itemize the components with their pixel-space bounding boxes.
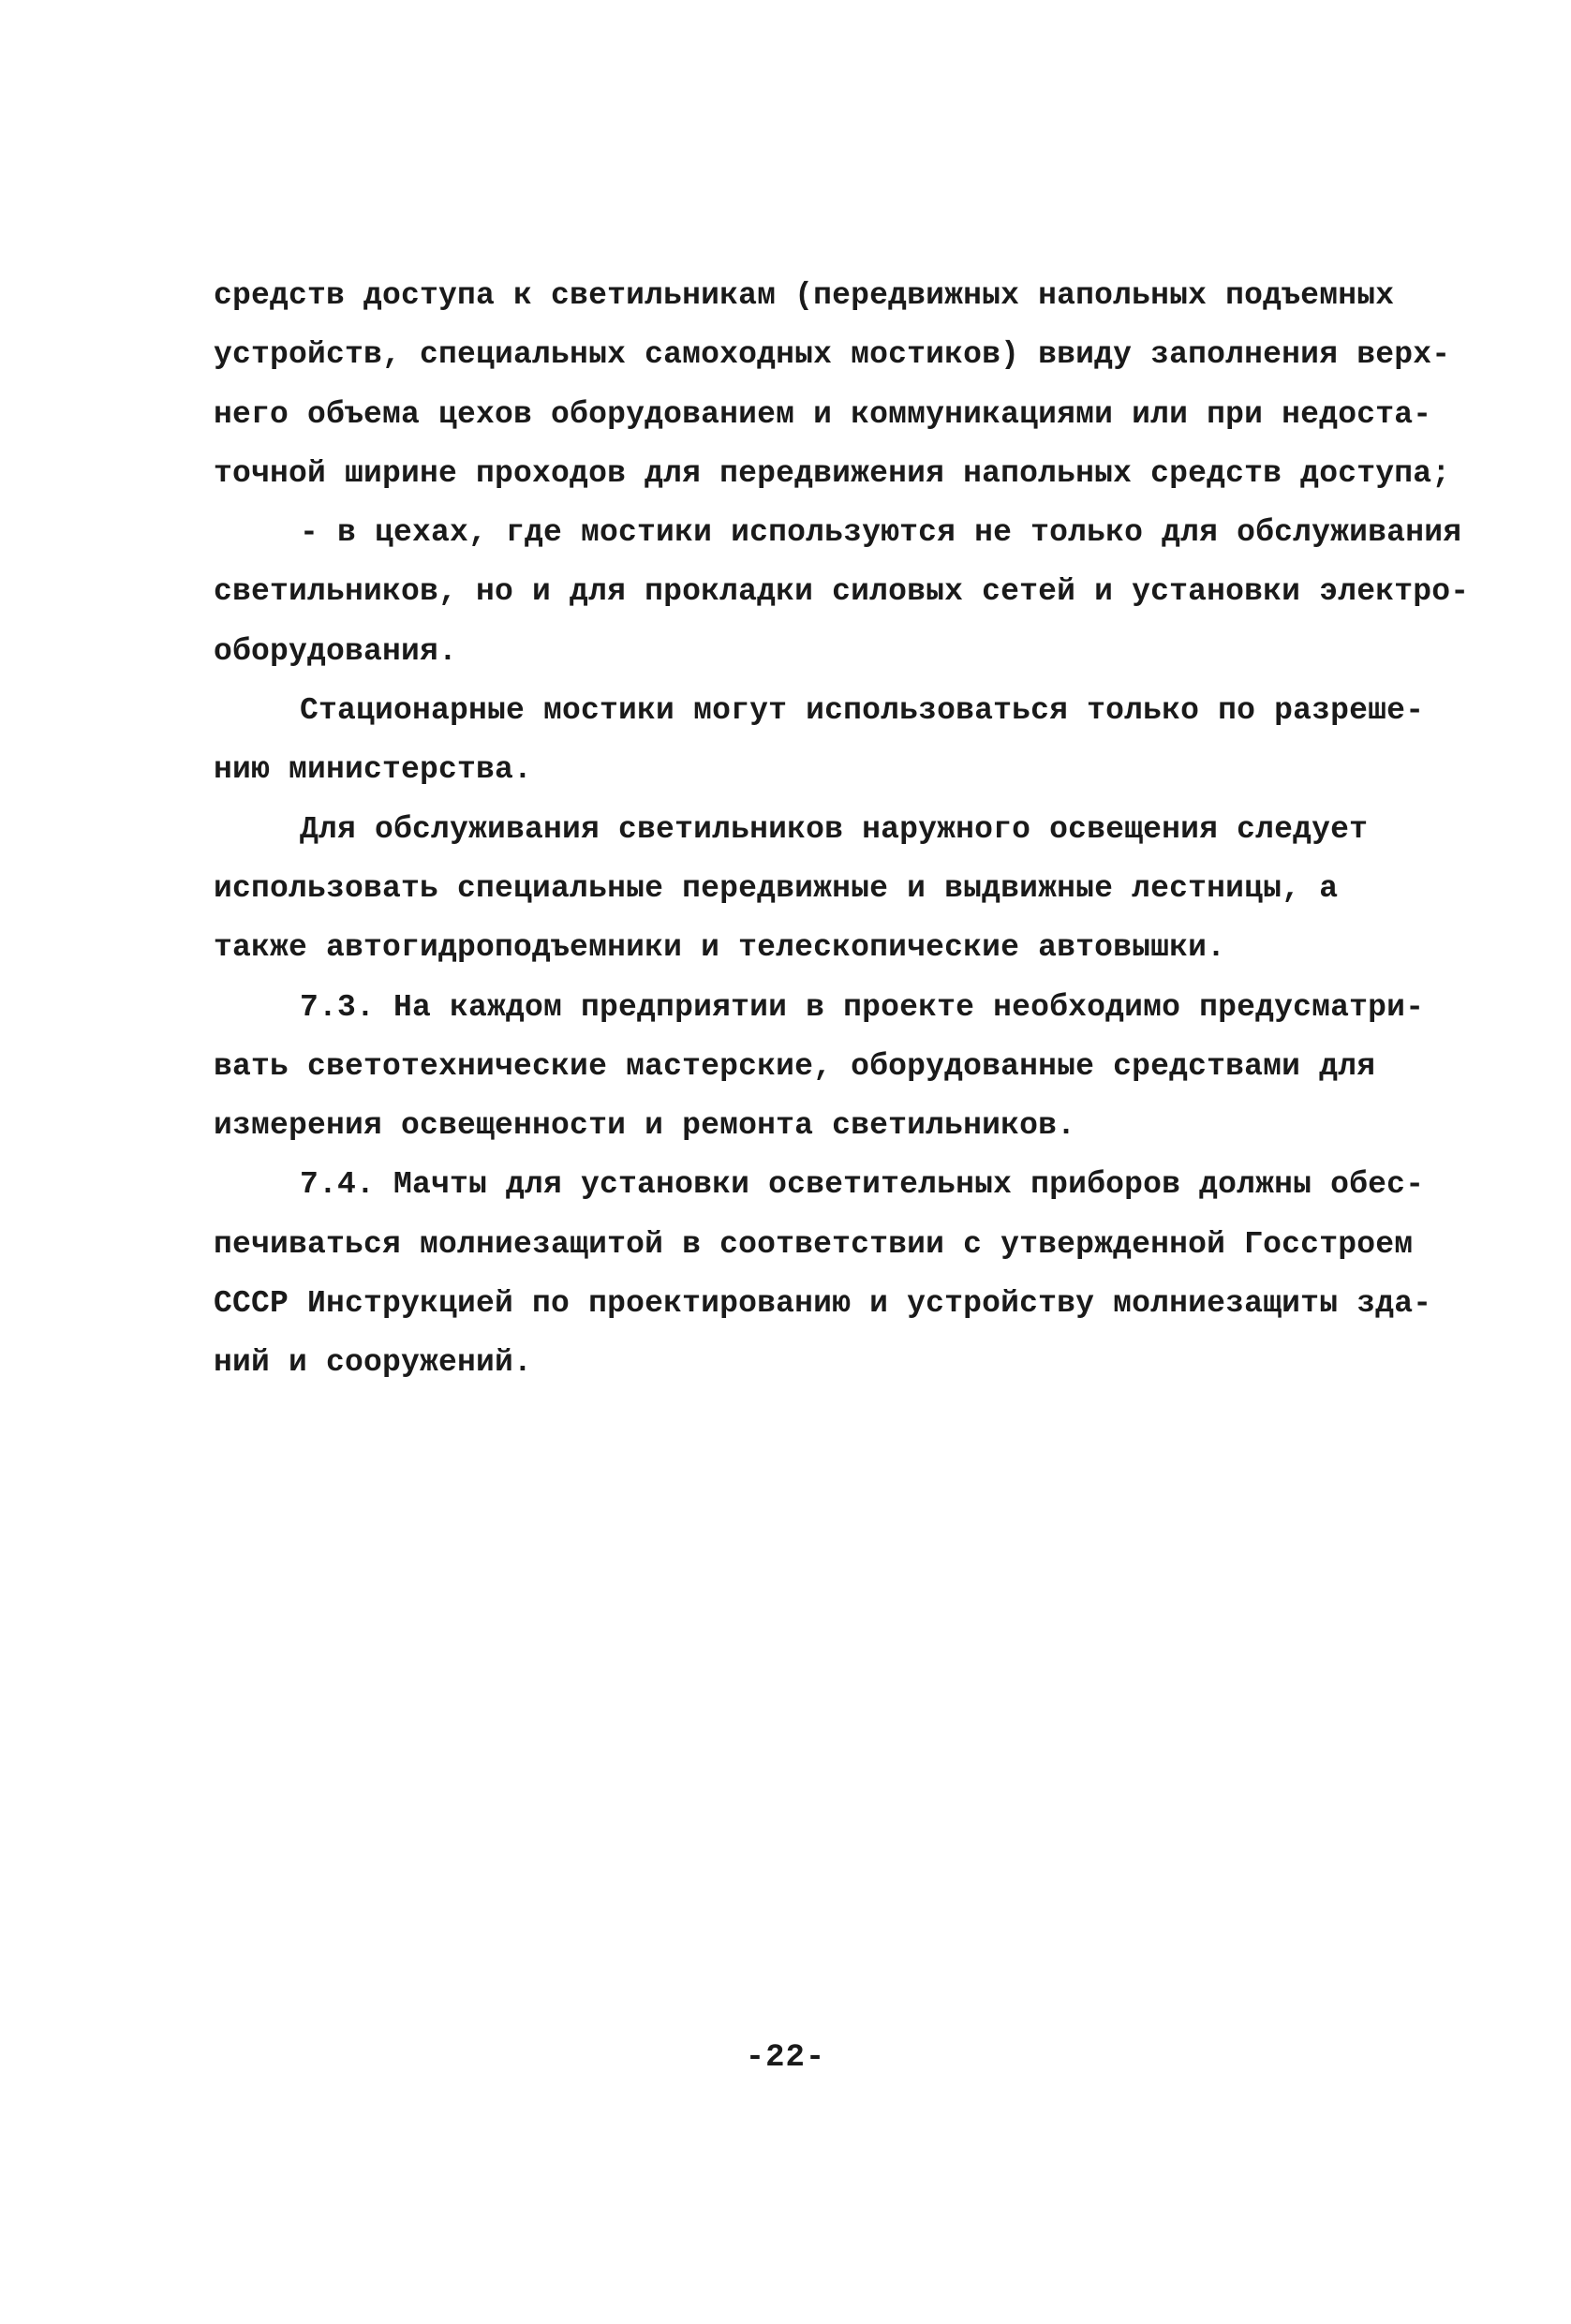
- text-line: Стационарные мостики могут использоваться только по разреше-: [300, 693, 1425, 729]
- text-line: печиваться молниезащитой в соответствии с утвержденной Госстроем: [214, 1226, 1414, 1262]
- text-line: точной ширине проходов для передвижения напольных средств доступа;: [214, 455, 1451, 491]
- text-line: 7.4. Мачты для установки осветительных приборов должны обес-: [300, 1167, 1425, 1203]
- text-line: ний и сооружений.: [214, 1345, 533, 1381]
- text-line: также автогидроподъемники и телескопические автовышки.: [214, 930, 1226, 966]
- text-line: измерения освещенности и ремонта светильников.: [214, 1108, 1076, 1144]
- text-line: нию министерства.: [214, 752, 533, 788]
- text-line: светильников, но и для прокладки силовых сетей и установки электро-: [214, 574, 1470, 610]
- text-line: него объема цехов оборудованием и коммуникациями или при недоста-: [214, 396, 1432, 432]
- text-line: Для обслуживания светильников наружного освещения следует: [300, 811, 1369, 847]
- text-line: СССР Инструкцией по проектированию и устройству молниезащиты зда-: [214, 1286, 1432, 1322]
- text-line: оборудования.: [214, 633, 458, 669]
- text-line: вать светотехнические мастерские, оборудованные средствами для: [214, 1048, 1376, 1084]
- text-line: использовать специальные передвижные и выдвижные лестницы, а: [214, 870, 1339, 906]
- text-line: средств доступа к светильникам (передвижных напольных подъемных: [214, 278, 1395, 313]
- text-line: 7.3. На каждом предприятии в проекте необходимо предусматри-: [300, 989, 1425, 1025]
- text-line: - в цехах, где мостики используются не только для обслуживания: [300, 515, 1462, 551]
- page-number: -22-: [745, 2040, 826, 2076]
- text-line: устройств, специальных самоходных мостиков) ввиду заполнения верх-: [214, 337, 1451, 373]
- body-text: [214, 266, 1470, 1393]
